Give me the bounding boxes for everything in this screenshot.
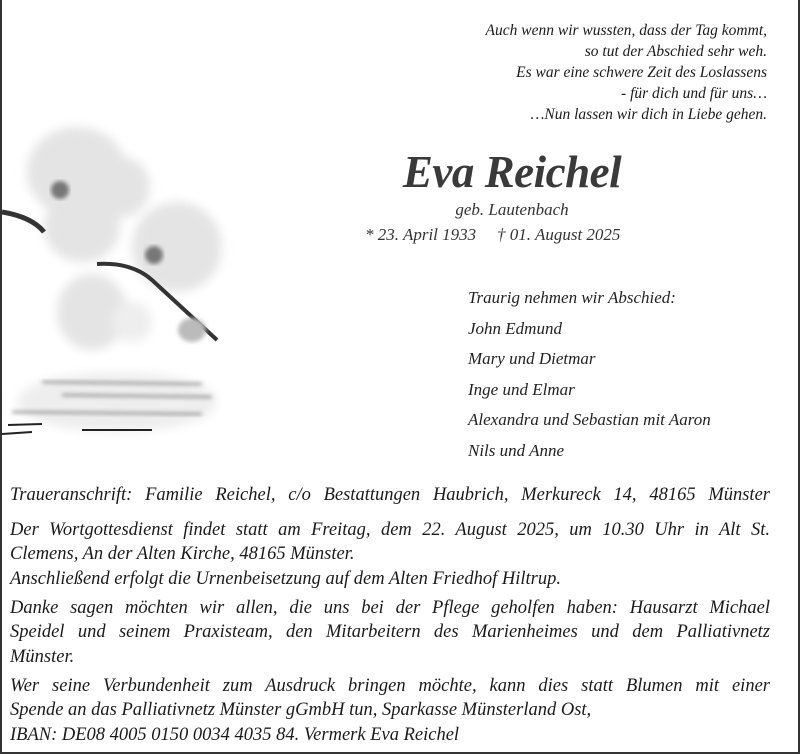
- family-member: Mary und Dietmar: [468, 349, 596, 369]
- donation-line: Wer seine Verbundenheit zum Ausdruck bringen möchte, kann dies statt Blumen mit einer: [10, 676, 770, 696]
- family-heading: Traurig nehmen wir Abschied:: [468, 288, 676, 307]
- family-member: Inge und Elmar: [468, 379, 575, 399]
- family-member: Nils und Anne: [468, 440, 565, 460]
- family-member: Alexandra und Sebastian mit Aaron: [468, 410, 711, 430]
- birth-name: geb. Lautenbach: [455, 200, 569, 219]
- donation-line: Spende an das Palliativnetz Münster gGmbH tun, Sparkasse Münsterland Ost,: [10, 700, 592, 721]
- poem-line: - für dich und für uns…: [621, 85, 767, 102]
- service-line: Anschließend erfolgt die Urnenbeisetzung auf dem Alten Friedhof Hiltrup.: [10, 568, 561, 589]
- service-line: Der Wortgottesdienst findet statt am Freitag, dem 22. August 2025, um 10.30 Uhr in Alt St.: [10, 520, 770, 540]
- poem-line: Es war eine schwere Zeit des Loslassens: [516, 64, 767, 81]
- address-line: Traueranschrift: Familie Reichel, c/o Bestattungen Haubrich, Merkureck 14, 48165 Münster: [10, 485, 770, 505]
- poem-line: so tut der Abschied sehr weh.: [584, 43, 767, 60]
- death-date: † 01. August 2025: [497, 225, 621, 244]
- poem-line: …Nun lassen wir dich in Liebe gehen.: [530, 106, 767, 123]
- poem: [486, 20, 767, 125]
- deceased-name: Eva Reichel: [402, 147, 622, 197]
- thanks-line: Münster.: [10, 646, 75, 667]
- service-line: Clemens, An der Alten Kirche, 48165 Münster.: [10, 544, 355, 565]
- birth-date: * 23. April 1933: [365, 225, 477, 244]
- family-member: John Edmund: [468, 318, 562, 338]
- donation-line: IBAN: DE08 4005 0150 0034 4035 84. Vermerk Eva Reichel: [10, 724, 460, 745]
- orchid-image: [2, 112, 238, 442]
- donation-block: [10, 674, 770, 747]
- thanks-block: [10, 596, 770, 669]
- family-list: [468, 283, 711, 467]
- thanks-line: Speidel und seinem Praxisteam, den Mitarbeitern des Marienheimes und dem Palliativnetz: [10, 622, 770, 643]
- service-block: [10, 518, 770, 591]
- thanks-line: Danke sagen möchten wir allen, die uns bei der Pflege geholfen haben: Hausarzt Michael: [10, 598, 770, 618]
- address-block: [10, 483, 770, 507]
- poem-line: Auch wenn wir wussten, dass der Tag kommt,: [485, 22, 767, 39]
